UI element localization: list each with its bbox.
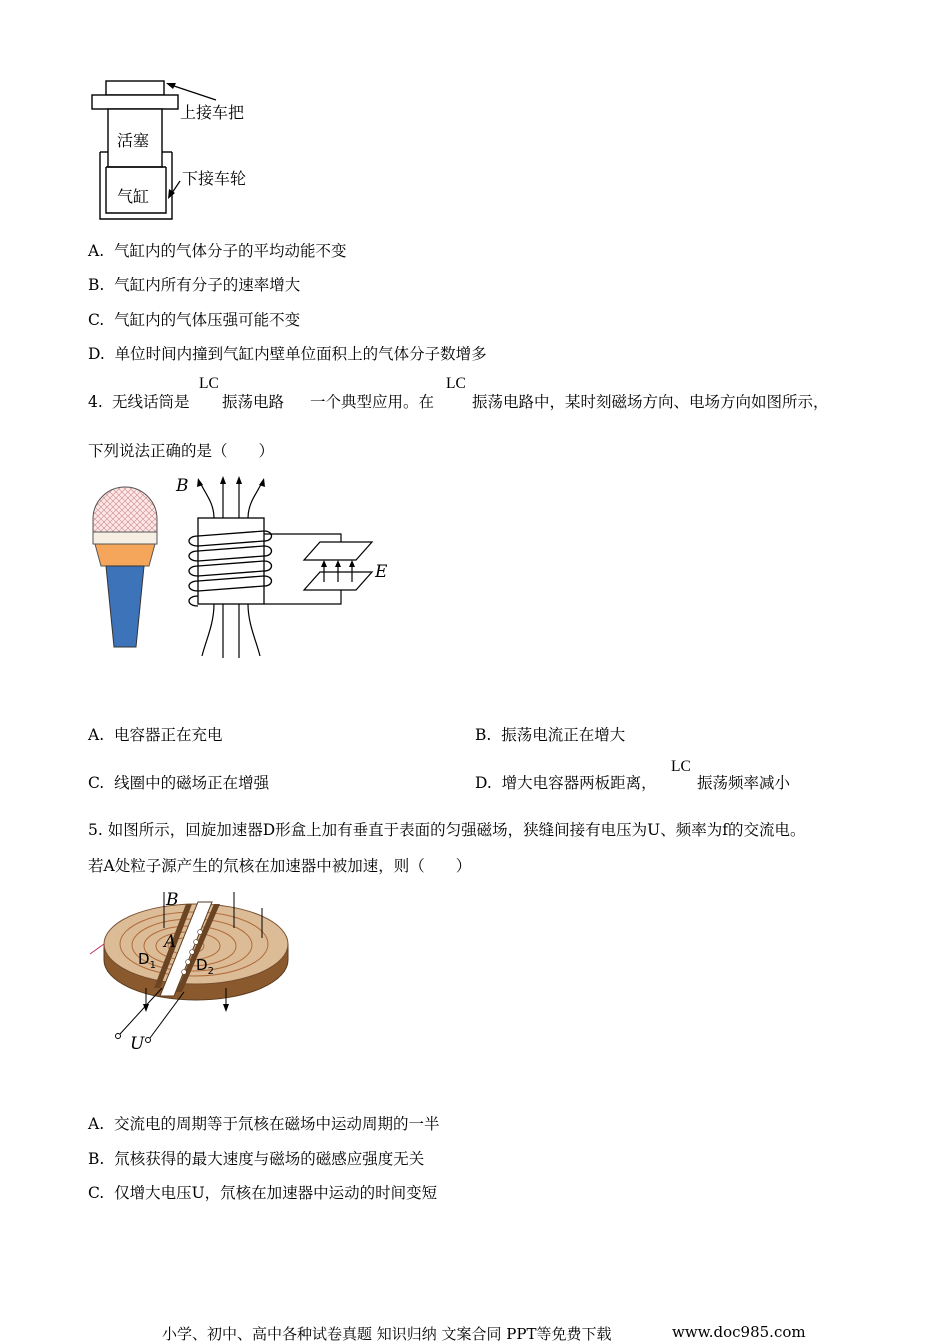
label-cyclotron-A: A xyxy=(164,932,177,952)
footer-text: 小学、初中、高中各种试卷真题 知识归纳 文案合同 PPT等免费下载 xyxy=(162,1325,612,1343)
option-text: 仅增大电压U，氘核在加速器中运动的时间变短 xyxy=(114,1184,438,1202)
option-text: 增大电容器两板距离， xyxy=(501,774,657,792)
q3-option-d xyxy=(88,344,487,364)
label-electric-field-E: E xyxy=(375,562,388,582)
option-letter: A. xyxy=(88,242,105,260)
label-D2-subscript: 2 xyxy=(207,966,214,977)
q5-option-c xyxy=(88,1183,437,1203)
q3-option-c xyxy=(88,310,300,330)
q4-option-d-lc: LC xyxy=(671,758,691,775)
q5-option-a xyxy=(88,1114,440,1134)
q4-stem-part1: 无线话筒是 xyxy=(112,393,190,411)
label-D2-letter: D xyxy=(196,956,208,974)
q5-option-b xyxy=(88,1149,424,1169)
label-cyclotron-B: B xyxy=(166,890,179,910)
footer-url-link[interactable]: www.doc985.com xyxy=(672,1323,806,1341)
label-D2 xyxy=(196,956,214,977)
label-cylinder: 气缸 xyxy=(117,187,150,206)
option-letter: C. xyxy=(88,774,105,792)
label-upper-handlebar: 上接车把 xyxy=(180,103,245,122)
label-lower-wheel: 下接车轮 xyxy=(182,169,247,188)
figure-cyclotron xyxy=(86,888,306,1058)
q4-stem-line2: 下列说法正确的是（ ） xyxy=(88,442,275,460)
q4-option-a xyxy=(88,725,223,745)
option-text: 气缸内的气体压强可能不变 xyxy=(114,311,301,329)
label-D1 xyxy=(138,950,156,971)
option-letter: C. xyxy=(88,1184,105,1202)
option-text: 氘核获得的最大速度与磁场的磁感应强度无关 xyxy=(114,1150,425,1168)
option-letter: B. xyxy=(475,726,492,744)
q4-stem-part3: 一个典型应用。在 xyxy=(310,393,435,411)
figure-lc-circuit xyxy=(86,474,406,664)
label-D1-letter: D xyxy=(138,950,150,968)
label-magnetic-field-B: B xyxy=(176,476,189,496)
option-letter: C. xyxy=(88,311,105,329)
option-letter: A. xyxy=(88,726,105,744)
q3-option-b xyxy=(88,275,300,295)
option-letter: D. xyxy=(475,774,492,792)
q4-option-c xyxy=(88,773,269,793)
option-text: 气缸内的气体分子的平均动能不变 xyxy=(113,242,347,260)
option-letter: A. xyxy=(88,1115,105,1133)
q3-option-a xyxy=(88,241,347,261)
option-letter: D. xyxy=(88,345,105,363)
q4-lc-1: LC xyxy=(199,375,219,392)
q4-option-b xyxy=(475,725,625,745)
q4-lc-2: LC xyxy=(446,375,466,392)
q4-number: 4. xyxy=(88,393,103,411)
option-text: 气缸内所有分子的速率增大 xyxy=(114,276,301,294)
q5-stem-line1: 5. 如图所示，回旋加速器D形盒上加有垂直于表面的匀强磁场，狭缝间接有电压为U、频率为f的交流电。 xyxy=(88,821,806,839)
option-text: 振荡电流正在增大 xyxy=(501,726,626,744)
q4-option-d xyxy=(475,773,657,793)
option-text: 电容器正在充电 xyxy=(113,726,223,744)
option-letter: B. xyxy=(88,1150,105,1168)
option-text: 交流电的周期等于氘核在磁场中运动周期的一半 xyxy=(113,1115,440,1133)
q4-option-d-text2: 振荡频率减小 xyxy=(697,774,791,792)
q4-stem-part2: 振荡电路 xyxy=(222,393,285,411)
microphone-icon xyxy=(93,487,157,647)
q4-stem-part4: 振荡电路中，某时刻磁场方向、电场方向如图所示， xyxy=(472,393,829,411)
option-letter: B. xyxy=(88,276,105,294)
label-D1-subscript: 1 xyxy=(149,960,156,971)
q5-stem-line2: 若A处粒子源产生的氘核在加速器中被加速，则（ ） xyxy=(88,857,472,875)
option-text: 线圈中的磁场正在增强 xyxy=(114,774,270,792)
label-piston: 活塞 xyxy=(117,131,150,150)
option-text: 单位时间内撞到气缸内壁单位面积上的气体分子数增多 xyxy=(114,345,487,363)
label-voltage-U: U xyxy=(130,1034,145,1054)
figure-piston-cylinder xyxy=(88,78,278,224)
lc-circuit-diagram xyxy=(86,474,406,664)
